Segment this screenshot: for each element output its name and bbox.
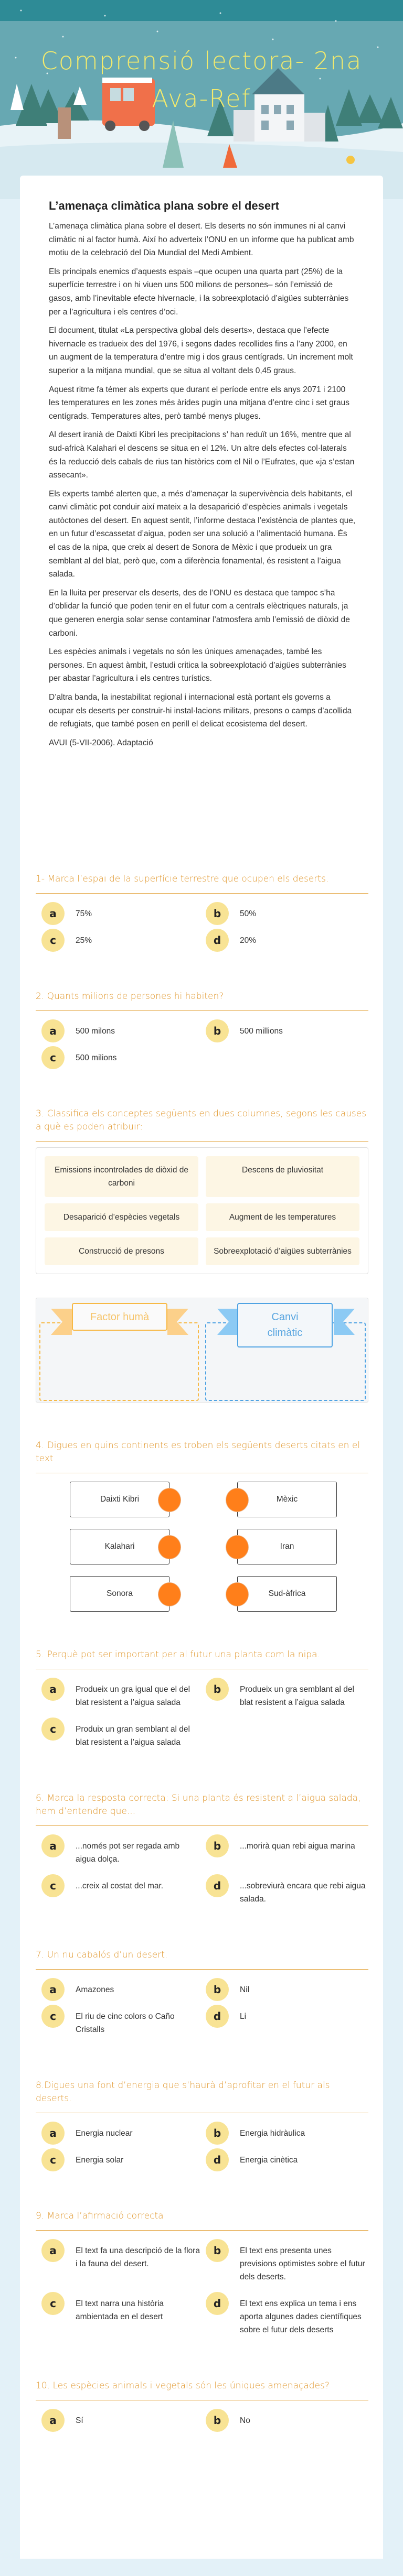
- option-c[interactable]: [41, 1718, 206, 1755]
- option-a[interactable]: [41, 902, 206, 927]
- options-grid: [36, 1019, 368, 1071]
- option-letter-badge[interactable]: d: [206, 2148, 229, 2171]
- option-text: Energia cinètica: [240, 2156, 298, 2165]
- draggable-concept[interactable]: Descens de pluviositat: [206, 1156, 359, 1197]
- option-letter-badge[interactable]: a: [41, 902, 65, 925]
- option-d[interactable]: [206, 2148, 370, 2173]
- options-grid: [36, 902, 368, 953]
- option-d[interactable]: [206, 2005, 370, 2042]
- option-text: ...sobreviurà encara que rebi aigua salada.: [240, 1882, 366, 1904]
- quiz: [36, 873, 368, 2470]
- option-letter-badge[interactable]: b: [206, 1978, 229, 2001]
- option-c[interactable]: [41, 1874, 206, 1912]
- option-text: Amazones: [76, 1985, 114, 1994]
- connector-dot[interactable]: [158, 1582, 181, 1606]
- match-left-item: [70, 1529, 169, 1564]
- option-text: Nil: [240, 1985, 250, 1994]
- article: [49, 199, 356, 755]
- option-text: ...creix al costat del mar.: [76, 1882, 164, 1890]
- option-d[interactable]: [206, 1874, 370, 1912]
- match-left-item: [70, 1576, 169, 1612]
- title-line-1: Comprensió lectora- 2na: [40, 47, 363, 75]
- article-title: L’amenaça climàtica plana sobre el desert: [49, 199, 279, 212]
- question-1: [36, 873, 368, 953]
- option-b[interactable]: [206, 2122, 370, 2146]
- option-c[interactable]: [41, 1046, 206, 1071]
- draggable-concept[interactable]: Desaparició d’espècies vegetals: [45, 1203, 198, 1231]
- option-text: 500 millions: [240, 1027, 283, 1036]
- option-letter-badge[interactable]: a: [41, 2239, 65, 2262]
- connector-dot[interactable]: [226, 1582, 249, 1606]
- question-3: [36, 1107, 368, 1403]
- option-letter-badge[interactable]: b: [206, 2409, 229, 2432]
- article-paragraph: En la lluita per preservar els deserts, des de l’ONU es destaca que tampoc s’ha d’oblidar la funció que poden tenir en el futur com a centrals elèctriques naturals, ja que generen energia solar sense contaminar l’atmosfera amb l’emissió de diòxid de carboni.: [49, 588, 350, 638]
- option-b[interactable]: [206, 1678, 370, 1715]
- option-a[interactable]: [41, 2409, 206, 2433]
- draggable-concept[interactable]: Augment de les temperatures: [206, 1203, 359, 1231]
- option-d[interactable]: [206, 2292, 370, 2343]
- options-grid: [36, 2239, 368, 2343]
- option-text: 50%: [240, 909, 257, 918]
- match-label: Kalahari: [104, 1542, 135, 1551]
- header-banner: [0, 0, 403, 199]
- draggable-items: [36, 1147, 368, 1274]
- option-letter-badge[interactable]: a: [41, 2409, 65, 2432]
- question-title: 10. Les espècies animals i vegetals són les úniques amenaçades?: [36, 2379, 368, 2400]
- option-text: No: [240, 2416, 250, 2425]
- match-label: Daixti Kibri: [100, 1495, 140, 1504]
- draggable-concept[interactable]: Emissions incontrolades de diòxid de carboni: [45, 1156, 198, 1197]
- option-letter-badge[interactable]: c: [41, 1046, 65, 1069]
- match-label: Iran: [280, 1542, 294, 1551]
- article-paragraph: D’altra banda, la inestabilitat regional i internacional està portant els governs a ocupar els deserts per construir-hi instal·lacions militars, presons o camps d’acollida de refugiats, que també posen en perill el delicat ecosistema del desert.: [49, 693, 352, 729]
- option-d[interactable]: [206, 929, 370, 953]
- option-letter-badge[interactable]: d: [206, 2005, 229, 2028]
- option-text: Energia nuclear: [76, 2129, 133, 2138]
- page-title: [0, 42, 403, 117]
- options-grid: [36, 2122, 368, 2173]
- option-letter-badge[interactable]: d: [206, 929, 229, 952]
- question-5: [36, 1648, 368, 1755]
- option-letter-badge[interactable]: c: [41, 2148, 65, 2171]
- question-10: [36, 2379, 368, 2433]
- option-text: ...només pot ser regada amb aigua dolça.: [76, 1842, 180, 1864]
- connector-dot[interactable]: [158, 1488, 181, 1512]
- option-b[interactable]: [206, 2409, 370, 2433]
- match-label: Sud-àfrica: [268, 1589, 306, 1598]
- option-text: El text ens presenta unes previsions optimistes sobre el futur dels deserts.: [240, 2246, 365, 2281]
- article-paragraph: L’amenaça climàtica plana sobre el desert. Els deserts no són immunes ni al canvi climàtic ni al factor humà. Així ho adverteix l’ONU en un informe que ha publicat amb motiu de la celebració del Dia Mundial del Medi Ambient.: [49, 222, 354, 258]
- question-title: 1- Marca l’espai de la superfície terrestre que ocupen els deserts.: [36, 873, 368, 894]
- option-text: Produix un gran semblant al del blat resistent a l’aigua salada: [76, 1725, 190, 1747]
- article-paragraph: Els experts també alerten que, a més d’amenaçar la supervivència dels habitants, el canvi climàtic pot conduir així mateix a la desaparició d’espècies animals i vegetals autòctones del desert. En aquest sentit, l’informe destaca l’existència de plantes que, en un futur d’escassetat d’aigua, poden ser una solució a l’alimentació humana. És el cas de la nipa, que creix al desert de Sonora de Mèxic i que produeix un gra semblant al del blat, però que, com a diferència fonamental, és resistent a l’aigua salada.: [49, 489, 356, 579]
- option-a[interactable]: [41, 1834, 206, 1872]
- article-paragraph: Aquest ritme fa témer als experts que durant el període entre els anys 2071 i 2100 les temperatures en les zones més àrides pugin una mitjana d’entre cinc i set graus centígrads. Temperatures altes, però també menys pluges.: [49, 385, 349, 421]
- match-left-item: [70, 1482, 169, 1517]
- option-b[interactable]: [206, 1978, 370, 2003]
- option-text: El text fa una descripció de la flora i la fauna del desert.: [76, 2246, 200, 2268]
- option-b[interactable]: [206, 1019, 370, 1044]
- option-c[interactable]: [41, 929, 206, 953]
- match-label: Mèxic: [276, 1495, 298, 1504]
- match-right-item: [237, 1576, 337, 1612]
- option-letter-badge[interactable]: a: [41, 1978, 65, 2001]
- article-paragraph: El document, titulat «La perspectiva global dels deserts», destaca que l’efecte hivernacle es tradueix des del 1976, i segons dades recollides fins a l’any 2000, en un augment de la temperatura d’entre mig i dos graus centígrads. Un increment molt superior a la mitjana mundial, que se situa al voltant dels 0,45 graus.: [49, 326, 353, 375]
- option-letter-badge[interactable]: b: [206, 902, 229, 925]
- options-grid: [36, 1978, 368, 2042]
- option-a[interactable]: [41, 1019, 206, 1044]
- question-8: [36, 2079, 368, 2173]
- option-text: El text ens explica un tema i ens aporta algunes dades científiques sobre el futur dels deserts: [240, 2299, 362, 2334]
- article-paragraph: Les espècies animals i vegetals no són les úniques amenaçades, també les persones. En aquest àmbit, l’estudi critica la sobreexplotació d’aigües subterrànies per abastar l’agricultura i els centres turístics.: [49, 647, 346, 683]
- option-text: Produeix un gra igual que el del blat resistent a l’aigua salada: [76, 1685, 190, 1707]
- option-a[interactable]: [41, 1678, 206, 1715]
- column-label-human-factor: Factor humà: [72, 1303, 167, 1331]
- match-label: Sonora: [107, 1589, 133, 1598]
- question-title: 2. Quants milions de persones hi habiten?: [36, 990, 368, 1011]
- article-source: AVUI (5-VII-2006). Adaptació: [49, 738, 153, 747]
- option-letter-badge[interactable]: b: [206, 1678, 229, 1701]
- option-letter-badge[interactable]: b: [206, 2122, 229, 2145]
- option-letter-badge[interactable]: b: [206, 2239, 229, 2262]
- classification-columns: [36, 1298, 368, 1403]
- question-title: 6. Marca la resposta correcta: Si una planta és resistent a l’aigua salada, hem d’entendre que...: [36, 1792, 368, 1826]
- question-title: 3. Classifica els conceptes següents en dues columnes, segons les causes a què es poden atribuir:: [36, 1107, 368, 1142]
- option-text: 25%: [76, 936, 92, 945]
- option-a[interactable]: [41, 2122, 206, 2146]
- title-line-2: Ava-Ref: [152, 84, 251, 113]
- options-grid: [36, 1834, 368, 1912]
- matching-pairs: [36, 1482, 368, 1612]
- question-title: 4. Digues en quins continents es troben els següents deserts citats en el text: [36, 1439, 368, 1473]
- option-b[interactable]: [206, 902, 370, 927]
- question-title: 8.Digues una font d’energia que s’haurà d’aprofitar en el futur als deserts.: [36, 2079, 368, 2113]
- connector-dot[interactable]: [226, 1488, 249, 1512]
- option-text: Sí: [76, 2416, 83, 2425]
- match-right-item: [237, 1482, 337, 1517]
- option-letter-badge[interactable]: a: [41, 1678, 65, 1701]
- question-title: 5. Perquè pot ser important per al futur una planta com la nipa.: [36, 1648, 368, 1669]
- option-letter-badge[interactable]: a: [41, 2122, 65, 2145]
- option-text: 500 milions: [76, 1053, 117, 1062]
- option-letter-badge[interactable]: a: [41, 1019, 65, 1042]
- question-2: [36, 990, 368, 1071]
- option-text: El riu de cinc colors o Caño Cristalls: [76, 2012, 175, 2034]
- article-paragraph: Els principals enemics d’aquests espais –que ocupen una quarta part (25%) de la superfície terrestre i on hi viuen uns 500 milions de persones– són l’emissió de gasos, amb l’inevitable efecte hivernacle, i la sobreexplotació d’aigües subterrànies per a l’agricultura i els centres d’oci.: [49, 267, 349, 317]
- option-letter-badge[interactable]: c: [41, 929, 65, 952]
- column-label-climate-change: Canvi climàtic: [237, 1303, 333, 1347]
- question-9: [36, 2210, 368, 2343]
- article-paragraph: Al desert iranià de Daixti Kibri les precipitacions s’ han reduït un 16%, mentre que al sud-africà Kalahari el descens se situa en el 12%. Un altre dels efectes col·laterals és la reducció dels cabals de rius tan històrics com el Nil o l’Eufrates, que «ja s’estan assecant».: [49, 430, 355, 480]
- option-a[interactable]: [41, 2239, 206, 2290]
- question-title: 7. Un riu cabalós d’un desert.: [36, 1949, 368, 1970]
- option-c[interactable]: [41, 2005, 206, 2042]
- option-letter-badge[interactable]: c: [41, 2292, 65, 2315]
- option-letter-badge[interactable]: d: [206, 1874, 229, 1897]
- option-a[interactable]: [41, 1978, 206, 2003]
- option-text: Energia solar: [76, 2156, 124, 2165]
- option-text: 500 milons: [76, 1027, 115, 1036]
- match-right-item: [237, 1529, 337, 1564]
- draggable-concept[interactable]: Construcció de presons: [45, 1237, 198, 1265]
- option-letter-badge[interactable]: d: [206, 2292, 229, 2315]
- option-b[interactable]: [206, 1834, 370, 1872]
- option-text: 75%: [76, 909, 92, 918]
- connector-dot[interactable]: [226, 1535, 249, 1559]
- option-letter-badge[interactable]: c: [41, 1874, 65, 1897]
- question-4: [36, 1439, 368, 1612]
- option-letter-badge[interactable]: a: [41, 1834, 65, 1857]
- question-title: 9. Marca l’afirmació correcta: [36, 2210, 368, 2231]
- option-text: ...morirà quan rebi aigua marina: [240, 1842, 355, 1851]
- option-text: Li: [240, 2012, 247, 2021]
- question-7: [36, 1949, 368, 2042]
- connector-dot[interactable]: [158, 1535, 181, 1559]
- option-text: Produeix un gra semblant al del blat resistent a l’aigua salada: [240, 1685, 354, 1707]
- option-b[interactable]: [206, 2239, 370, 2290]
- draggable-concept[interactable]: Sobreexplotació d’aigües subterrànies: [206, 1237, 359, 1265]
- option-c[interactable]: [41, 2292, 206, 2343]
- options-grid: [36, 1678, 368, 1755]
- option-c[interactable]: [41, 2148, 206, 2173]
- option-letter-badge[interactable]: b: [206, 1834, 229, 1857]
- option-letter-badge[interactable]: c: [41, 1718, 65, 1741]
- question-6: [36, 1792, 368, 1912]
- option-text: Energia hidràulica: [240, 2129, 305, 2138]
- option-letter-badge[interactable]: b: [206, 1019, 229, 1042]
- option-text: El text narra una història ambientada en el desert: [76, 2299, 164, 2321]
- options-grid: [36, 2409, 368, 2433]
- option-letter-badge[interactable]: c: [41, 2005, 65, 2028]
- option-text: 20%: [240, 936, 257, 945]
